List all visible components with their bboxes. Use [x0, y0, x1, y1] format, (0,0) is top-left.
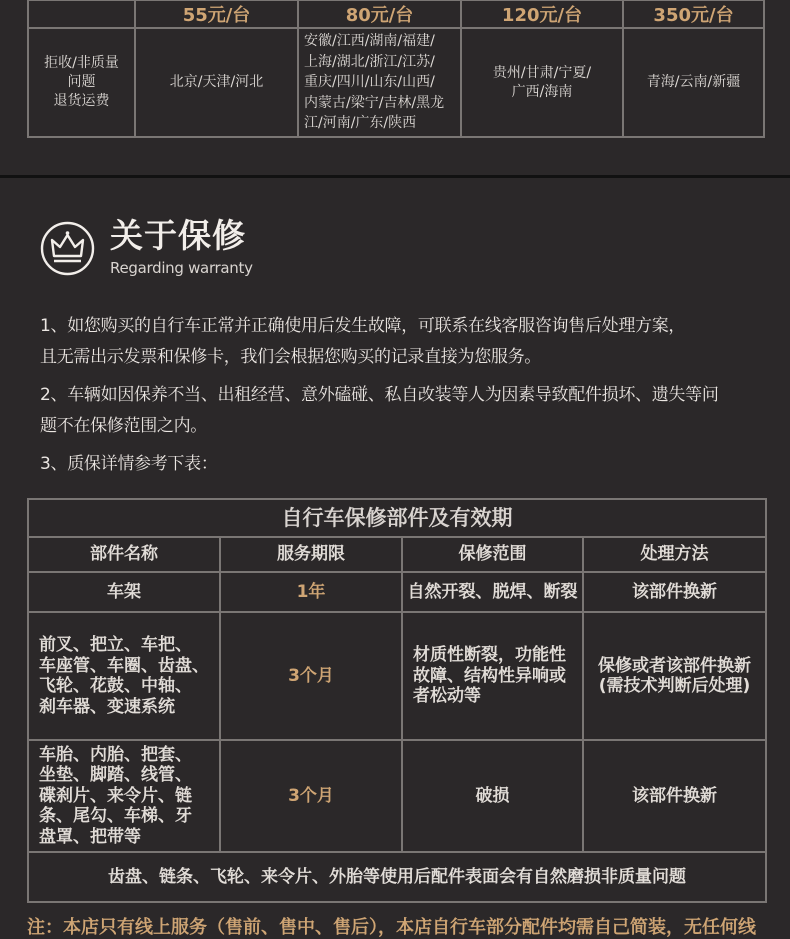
shipping-region-row	[28, 28, 764, 137]
section-divider	[0, 175, 790, 178]
price-cell: 120元/台	[461, 0, 623, 28]
method-cell: 该部件换新	[583, 740, 766, 852]
warranty-table	[27, 498, 767, 903]
header-cell: 保修范围	[402, 537, 583, 572]
method-cell: 该部件换新	[583, 572, 766, 612]
part-cell: 车架	[28, 572, 220, 612]
region-cell: 北京/天津/河北	[135, 28, 298, 137]
shipping-fee-table	[27, 0, 765, 138]
price-cell: 55元/台	[135, 0, 298, 28]
shipping-price-row	[28, 0, 764, 28]
header-cell: 部件名称	[28, 537, 220, 572]
crown-icon	[40, 221, 95, 276]
paragraph-1-line-1: 1、如您购买的自行车正常并正确使用后发生故障，可联系在线客服咨询售后处理方案，	[40, 316, 686, 336]
part-cell: 前叉、把立、车把、 车座管、车圈、齿盘、 飞轮、花鼓、中轴、 刹车器、变速系统	[28, 612, 220, 740]
region-cell: 贵州/甘肃/宁夏/ 广西/海南	[461, 28, 623, 137]
section-subtitle: Regarding warranty	[110, 259, 253, 277]
paragraph-3: 3、质保详情参考下表：	[40, 454, 218, 474]
scope-cell: 破损	[402, 740, 583, 852]
table-header-row	[28, 537, 766, 572]
scope-cell: 自然开裂、脱焊、断裂	[402, 572, 583, 612]
paragraph-1-line-2: 且无需出示发票和保修卡，我们会根据您购买的记录直接为您服务。	[40, 347, 541, 367]
row-label-cell: 拒收/非质量 问题 退货运费	[28, 28, 135, 137]
period-cell: 3个月	[220, 740, 402, 852]
store-notice: 注：本店只有线上服务（售前、售中、售后），本店自行车部分配件均需自己简装，无任何线	[27, 917, 756, 938]
table-caption: 自行车保修部件及有效期	[28, 499, 766, 537]
header-cell: 处理方法	[583, 537, 766, 572]
paragraph-2-line-2: 题不在保修范围之内。	[40, 416, 207, 436]
region-cell: 青海/云南/新疆	[623, 28, 764, 137]
method-cell: 保修或者该部件换新 (需技术判断后处理)	[583, 612, 766, 740]
paragraph-2-line-1: 2、车辆如因保养不当、出租经营、意外磕碰、私自改装等人为因素导致配件损坏、遗失等问	[40, 385, 719, 405]
table-row	[28, 740, 766, 852]
part-cell: 车胎、内胎、把套、 坐垫、脚踏、线管、 碟刹片、来令片、链 条、尾勾、车梯、牙 盘罩、把带等	[28, 740, 220, 852]
price-cell: 80元/台	[298, 0, 461, 28]
section-title: 关于保修	[110, 216, 246, 255]
header-cell: 服务期限	[220, 537, 402, 572]
table-footer-note: 齿盘、链条、飞轮、来令片、外胎等使用后配件表面会有自然磨损非质量问题	[28, 852, 766, 902]
period-cell: 3个月	[220, 612, 402, 740]
scope-cell: 材质性断裂，功能性 故障、结构性异响或 者松动等	[402, 612, 583, 740]
empty-cell	[28, 0, 135, 28]
table-row	[28, 572, 766, 612]
region-cell: 安徽/江西/湖南/福建/ 上海/湖北/浙江/江苏/ 重庆/四川/山东/山西/ 内蒙古/梁宁/吉林/黑龙 江/河南/广东/陕西	[298, 28, 461, 137]
period-cell: 1年	[220, 572, 402, 612]
table-row	[28, 612, 766, 740]
price-cell: 350元/台	[623, 0, 764, 28]
